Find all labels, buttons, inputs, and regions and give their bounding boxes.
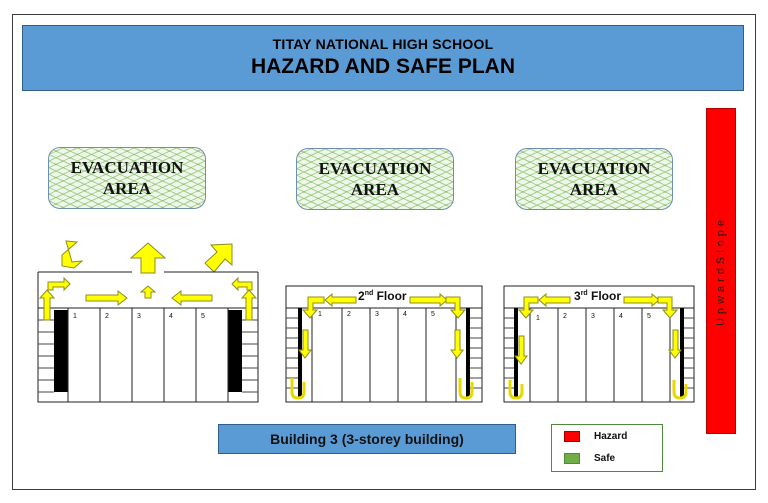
second-room-2-number: 2 <box>347 311 351 318</box>
second-room-1-number: 1 <box>318 311 322 318</box>
evac-arrow-right-icon <box>205 244 232 272</box>
second-floor-plan <box>286 286 482 402</box>
evacuation-area-1-line2: AREA <box>102 179 152 198</box>
legend-hazard-label: Hazard <box>594 431 628 442</box>
second-floor-label: 2nd Floor <box>358 289 407 303</box>
school-name: TITAY NATIONAL HIGH SCHOOL <box>272 36 494 52</box>
safe-swatch <box>564 453 580 464</box>
third-room-2-number: 2 <box>563 313 567 320</box>
building-label: Building 3 (3-storey building) <box>218 424 516 454</box>
second-room-4-number: 4 <box>403 311 407 318</box>
third-stairwell-right <box>680 308 684 398</box>
ground-stairwell-right <box>228 310 242 392</box>
ground-floor-outline <box>38 308 258 402</box>
ground-room-3-number: 3 <box>137 313 141 320</box>
evacuation-area-2-line1: EVACUATION <box>318 159 432 178</box>
ground-room-4-number: 4 <box>169 313 173 320</box>
ground-room-1-number: 1 <box>73 313 77 320</box>
ground-stairwell-left <box>54 310 68 392</box>
second-room-3-number: 3 <box>375 311 379 318</box>
third-floor-plan <box>504 286 694 402</box>
evacuation-area-3-line1: EVACUATION <box>537 159 651 178</box>
ground-arrow-up-icon <box>141 286 155 298</box>
ground-floor-plan <box>38 241 258 402</box>
ground-arrow-left-icon <box>172 291 212 305</box>
evacuation-area-3-line2: AREA <box>569 180 619 199</box>
upward-slope-label: UpwardSlope <box>715 215 727 327</box>
second-stairwell-right <box>466 308 470 398</box>
third-room-1-number: 1 <box>536 315 540 322</box>
evac-arrow-left-icon <box>62 241 82 268</box>
evacuation-area-2-line2: AREA <box>350 180 400 199</box>
legend-safe-label: Safe <box>594 453 616 464</box>
third-stairwell-left <box>514 308 518 398</box>
evacuation-area-1-line1: EVACUATION <box>70 158 184 177</box>
second-room-5-number: 5 <box>431 311 435 318</box>
ground-room-2-number: 2 <box>105 313 109 320</box>
ground-room-5-number: 5 <box>201 313 205 320</box>
ground-arrow-right-icon <box>86 291 127 305</box>
ground-corner-arrow-left-top-icon <box>48 278 70 290</box>
plan-title: HAZARD AND SAFE PLAN <box>250 55 516 78</box>
third-room-3-number: 3 <box>591 313 595 320</box>
legend-item-safe <box>564 453 615 464</box>
third-room-4-number: 4 <box>619 313 623 320</box>
legend <box>551 424 663 472</box>
ground-corner-arrow-right-top-icon <box>232 278 252 290</box>
hazard-swatch <box>564 431 580 442</box>
third-room-5-number: 5 <box>647 313 651 320</box>
legend-item-hazard <box>564 431 627 442</box>
evac-arrow-center-icon <box>131 243 165 273</box>
third-floor-label: 3rd Floor <box>574 289 622 303</box>
